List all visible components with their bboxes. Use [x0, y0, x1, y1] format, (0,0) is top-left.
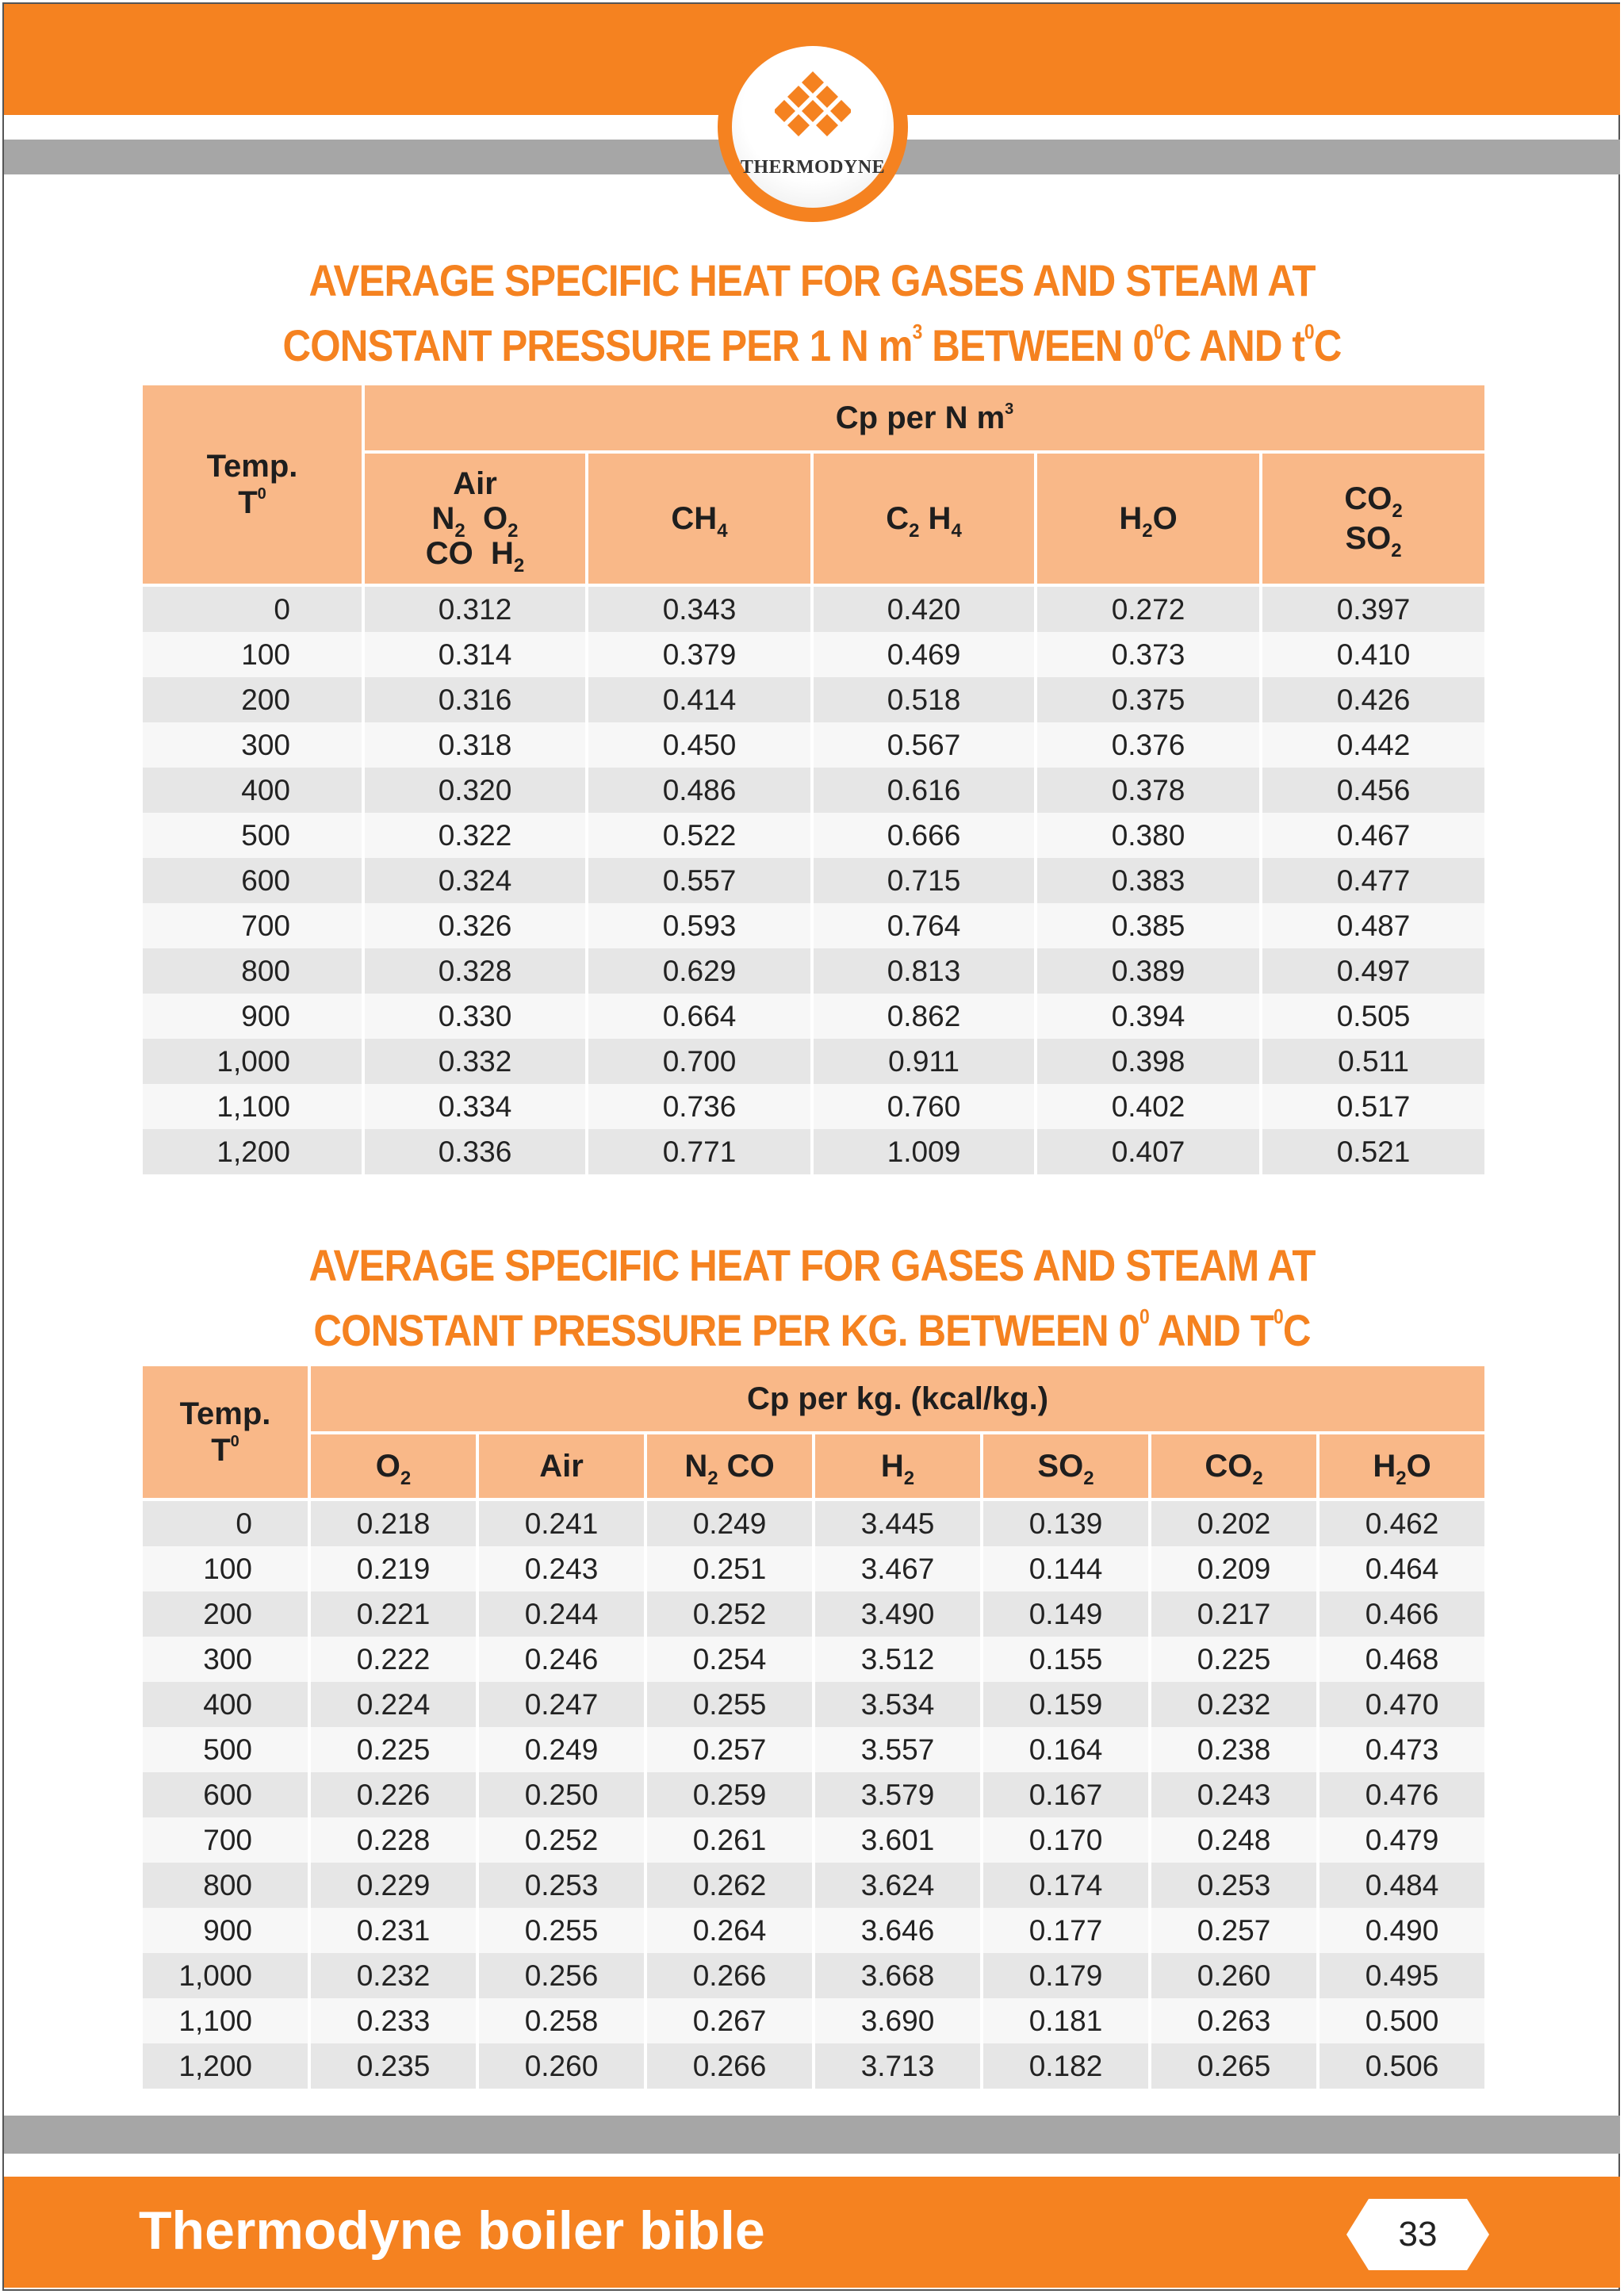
table-row	[141, 1637, 1486, 1682]
cp-group-header: Cp per N $m^3$	[363, 384, 1486, 452]
value-cell: 0.517	[1261, 1084, 1486, 1129]
temp-cell: 200	[141, 1591, 309, 1637]
temp-cell: 1,000	[141, 1953, 309, 1998]
value-cell: 0.666	[812, 813, 1036, 858]
value-cell: 0.862	[812, 994, 1036, 1039]
value-cell: 0.343	[587, 585, 812, 632]
col-so2: $SO_2$	[982, 1433, 1150, 1499]
table1-title	[98, 248, 1526, 378]
value-cell: 0.254	[645, 1637, 814, 1682]
value-cell: 0.511	[1261, 1039, 1486, 1084]
value-cell: 0.332	[363, 1039, 587, 1084]
value-cell: 0.442	[1261, 722, 1486, 768]
value-cell: 0.629	[587, 948, 812, 994]
value-cell: 0.266	[645, 2043, 814, 2089]
table-row	[141, 994, 1486, 1039]
value-cell: 0.398	[1036, 1039, 1261, 1084]
value-cell: 3.490	[814, 1591, 982, 1637]
value-cell: 0.312	[363, 585, 587, 632]
col-co2: $CO_2$	[1150, 1433, 1318, 1499]
value-cell: 0.477	[1261, 858, 1486, 903]
value-cell: 0.469	[812, 632, 1036, 677]
value-cell: 0.231	[309, 1908, 477, 1953]
value-cell: 0.241	[477, 1499, 645, 1546]
temp-cell: 400	[141, 1682, 309, 1727]
col-air-n2-o2-co-h2: Air $N_2$ $O_2$ CO $H_2$	[363, 452, 587, 585]
temp-cell: 1,100	[141, 1084, 363, 1129]
footer-title: Thermodyne boiler bible	[139, 2200, 765, 2261]
value-cell: 0.209	[1150, 1546, 1318, 1591]
value-cell: 0.521	[1261, 1129, 1486, 1174]
table-row	[141, 2043, 1486, 2089]
value-cell: 0.225	[1150, 1637, 1318, 1682]
diamond-logo-icon	[775, 68, 851, 147]
value-cell: 0.232	[1150, 1682, 1318, 1727]
value-cell: 0.320	[363, 768, 587, 813]
value-cell: 0.771	[587, 1129, 812, 1174]
value-cell: 0.249	[645, 1499, 814, 1546]
value-cell: 0.261	[645, 1817, 814, 1863]
value-cell: 0.456	[1261, 768, 1486, 813]
table2-title-line1: AVERAGE SPECIFIC HEAT FOR GASES AND STEAM AT	[308, 1240, 1316, 1290]
value-cell: 0.336	[363, 1129, 587, 1174]
value-cell: 0.518	[812, 677, 1036, 722]
temp-cell: 1,100	[141, 1998, 309, 2043]
value-cell: 0.736	[587, 1084, 812, 1129]
value-cell: 0.248	[1150, 1817, 1318, 1863]
value-cell: 0.385	[1036, 903, 1261, 948]
col-h2o: $H_2O$	[1036, 452, 1261, 585]
table-row	[141, 858, 1486, 903]
table-row	[141, 903, 1486, 948]
table-row	[141, 585, 1486, 632]
temp-cell: 100	[141, 1546, 309, 1591]
table2-body	[141, 1499, 1486, 2089]
table-row	[141, 1499, 1486, 1546]
value-cell: 0.379	[587, 632, 812, 677]
value-cell: 3.646	[814, 1908, 982, 1953]
temp-cell: 1,000	[141, 1039, 363, 1084]
value-cell: 0.260	[1150, 1953, 1318, 1998]
value-cell: 0.218	[309, 1499, 477, 1546]
value-cell: 0.243	[477, 1546, 645, 1591]
col-air: Air	[477, 1433, 645, 1499]
value-cell: 0.260	[477, 2043, 645, 2089]
value-cell: 0.664	[587, 994, 812, 1039]
value-cell: 3.713	[814, 2043, 982, 2089]
value-cell: 0.264	[645, 1908, 814, 1953]
value-cell: 0.505	[1261, 994, 1486, 1039]
value-cell: 0.272	[1036, 585, 1261, 632]
thermodyne-logo	[718, 32, 908, 222]
specific-heat-per-nm3-table	[140, 382, 1488, 1174]
value-cell: 0.616	[812, 768, 1036, 813]
value-cell: 0.495	[1318, 1953, 1486, 1998]
value-cell: 0.567	[812, 722, 1036, 768]
temp-cell: 200	[141, 677, 363, 722]
value-cell: 0.229	[309, 1863, 477, 1908]
value-cell: 0.476	[1318, 1772, 1486, 1817]
value-cell: 0.243	[1150, 1772, 1318, 1817]
value-cell: 0.222	[309, 1637, 477, 1682]
value-cell: 0.330	[363, 994, 587, 1039]
value-cell: 0.334	[363, 1084, 587, 1129]
value-cell: 3.445	[814, 1499, 982, 1546]
value-cell: 0.479	[1318, 1817, 1486, 1863]
value-cell: 0.383	[1036, 858, 1261, 903]
value-cell: 0.486	[587, 768, 812, 813]
value-cell: 0.149	[982, 1591, 1150, 1637]
value-cell: 0.328	[363, 948, 587, 994]
temp-cell: 900	[141, 1908, 309, 1953]
value-cell: 0.813	[812, 948, 1036, 994]
table2-title	[98, 1233, 1526, 1363]
value-cell: 0.246	[477, 1637, 645, 1682]
value-cell: 0.181	[982, 1998, 1150, 2043]
value-cell: 0.258	[477, 1998, 645, 2043]
table-row	[141, 948, 1486, 994]
value-cell: 0.378	[1036, 768, 1261, 813]
table-row	[141, 1129, 1486, 1174]
table-row	[141, 1084, 1486, 1129]
value-cell: 0.257	[645, 1727, 814, 1772]
temp-column-header: Temp. $T^0$	[141, 384, 363, 585]
col-o2: $O_2$	[309, 1433, 477, 1499]
temp-cell: 0	[141, 585, 363, 632]
value-cell: 0.497	[1261, 948, 1486, 994]
col-h2o: $H_2O$	[1318, 1433, 1486, 1499]
value-cell: 0.247	[477, 1682, 645, 1727]
value-cell: 0.226	[309, 1772, 477, 1817]
temp-cell: 300	[141, 1637, 309, 1682]
value-cell: 0.318	[363, 722, 587, 768]
value-cell: 3.690	[814, 1998, 982, 2043]
value-cell: 0.177	[982, 1908, 1150, 1953]
value-cell: 0.700	[587, 1039, 812, 1084]
value-cell: 0.414	[587, 677, 812, 722]
table1-title-line2: CONSTANT PRESSURE PER 1 N $m^3$ BETWEEN $0^0C$ AND $t^0C$	[282, 320, 1342, 370]
value-cell: 0.253	[1150, 1863, 1318, 1908]
temp-cell: 400	[141, 768, 363, 813]
value-cell: 0.250	[477, 1772, 645, 1817]
value-cell: 0.144	[982, 1546, 1150, 1591]
value-cell: 0.522	[587, 813, 812, 858]
table-row	[141, 1998, 1486, 2043]
table-row	[141, 1817, 1486, 1863]
logo-wordmark: THERMODYNE	[740, 157, 886, 178]
value-cell: 0.233	[309, 1998, 477, 2043]
value-cell: 0.462	[1318, 1499, 1486, 1546]
value-cell: 0.506	[1318, 2043, 1486, 2089]
value-cell: 0.238	[1150, 1727, 1318, 1772]
value-cell: 0.324	[363, 858, 587, 903]
value-cell: 0.500	[1318, 1998, 1486, 2043]
value-cell: 0.407	[1036, 1129, 1261, 1174]
temp-cell: 800	[141, 948, 363, 994]
table-row	[141, 768, 1486, 813]
value-cell: 0.375	[1036, 677, 1261, 722]
value-cell: 0.167	[982, 1772, 1150, 1817]
temp-column-header: Temp. $T^0$	[141, 1365, 309, 1499]
col-n2-co: $N_2$ CO	[645, 1433, 814, 1499]
temp-cell: 600	[141, 1772, 309, 1817]
value-cell: 0.164	[982, 1727, 1150, 1772]
temp-cell: 800	[141, 1863, 309, 1908]
value-cell: 1.009	[812, 1129, 1036, 1174]
value-cell: 0.159	[982, 1682, 1150, 1727]
value-cell: 0.397	[1261, 585, 1486, 632]
value-cell: 0.389	[1036, 948, 1261, 994]
table-row	[141, 632, 1486, 677]
value-cell: 3.512	[814, 1637, 982, 1682]
table-row	[141, 1727, 1486, 1772]
value-cell: 0.490	[1318, 1908, 1486, 1953]
value-cell: 0.266	[645, 1953, 814, 1998]
table-row	[141, 1546, 1486, 1591]
value-cell: 0.420	[812, 585, 1036, 632]
value-cell: 0.326	[363, 903, 587, 948]
value-cell: 0.911	[812, 1039, 1036, 1084]
value-cell: 0.470	[1318, 1682, 1486, 1727]
page-number: 33	[1398, 2215, 1438, 2254]
value-cell: 0.764	[812, 903, 1036, 948]
value-cell: 0.219	[309, 1546, 477, 1591]
value-cell: 0.235	[309, 2043, 477, 2089]
value-cell: 3.557	[814, 1727, 982, 1772]
value-cell: 0.464	[1318, 1546, 1486, 1591]
value-cell: 0.257	[1150, 1908, 1318, 1953]
value-cell: 0.267	[645, 1998, 814, 2043]
value-cell: 0.179	[982, 1953, 1150, 1998]
value-cell: 0.139	[982, 1499, 1150, 1546]
value-cell: 3.579	[814, 1772, 982, 1817]
value-cell: 0.202	[1150, 1499, 1318, 1546]
value-cell: 0.262	[645, 1863, 814, 1908]
value-cell: 0.256	[477, 1953, 645, 1998]
col-c2h4: $C_2$ $H_4$	[812, 452, 1036, 585]
value-cell: 0.255	[477, 1908, 645, 1953]
value-cell: 0.450	[587, 722, 812, 768]
value-cell: 0.410	[1261, 632, 1486, 677]
value-cell: 0.380	[1036, 813, 1261, 858]
table-row	[141, 813, 1486, 858]
col-h2: $H_2$	[814, 1433, 982, 1499]
value-cell: 0.593	[587, 903, 812, 948]
value-cell: 0.376	[1036, 722, 1261, 768]
table-row	[141, 677, 1486, 722]
value-cell: 0.259	[645, 1772, 814, 1817]
table1-body	[141, 585, 1486, 1174]
value-cell: 3.467	[814, 1546, 982, 1591]
temp-cell: 900	[141, 994, 363, 1039]
value-cell: 0.394	[1036, 994, 1261, 1039]
value-cell: 0.715	[812, 858, 1036, 903]
table-row	[141, 1953, 1486, 1998]
table-row	[141, 1591, 1486, 1637]
temp-cell: 500	[141, 813, 363, 858]
value-cell: 0.232	[309, 1953, 477, 1998]
table2-title-line2: CONSTANT PRESSURE PER KG. BETWEEN $0^0$ AND $T^0C$	[313, 1304, 1311, 1355]
table1-title-line1: AVERAGE SPECIFIC HEAT FOR GASES AND STEAM AT	[308, 255, 1316, 305]
value-cell: 0.557	[587, 858, 812, 903]
temp-cell: 1,200	[141, 2043, 309, 2089]
value-cell: 0.487	[1261, 903, 1486, 948]
temp-cell: 700	[141, 1817, 309, 1863]
value-cell: 0.244	[477, 1591, 645, 1637]
temp-cell: 700	[141, 903, 363, 948]
value-cell: 0.174	[982, 1863, 1150, 1908]
table-row	[141, 1682, 1486, 1727]
table-row	[141, 1908, 1486, 1953]
table-row	[141, 1772, 1486, 1817]
value-cell: 0.249	[477, 1727, 645, 1772]
value-cell: 0.467	[1261, 813, 1486, 858]
value-cell: 3.668	[814, 1953, 982, 1998]
specific-heat-per-kg-table	[140, 1363, 1488, 2089]
value-cell: 0.314	[363, 632, 587, 677]
value-cell: 0.182	[982, 2043, 1150, 2089]
value-cell: 0.316	[363, 677, 587, 722]
value-cell: 0.170	[982, 1817, 1150, 1863]
value-cell: 0.263	[1150, 1998, 1318, 2043]
value-cell: 0.265	[1150, 2043, 1318, 2089]
temp-cell: 100	[141, 632, 363, 677]
value-cell: 0.373	[1036, 632, 1261, 677]
value-cell: 0.426	[1261, 677, 1486, 722]
value-cell: 0.253	[477, 1863, 645, 1908]
temp-cell: 500	[141, 1727, 309, 1772]
col-co2-so2: $CO_2$ $SO_2$	[1261, 452, 1486, 585]
cp-group-header: Cp per kg. (kcal/kg.)	[309, 1365, 1486, 1433]
value-cell: 3.534	[814, 1682, 982, 1727]
value-cell: 0.468	[1318, 1637, 1486, 1682]
value-cell: 0.255	[645, 1682, 814, 1727]
value-cell: 0.252	[645, 1591, 814, 1637]
value-cell: 0.221	[309, 1591, 477, 1637]
col-ch4: $CH_4$	[587, 452, 812, 585]
footer-gray-band	[4, 2116, 1620, 2154]
value-cell: 0.466	[1318, 1591, 1486, 1637]
table-row	[141, 722, 1486, 768]
value-cell: 0.402	[1036, 1084, 1261, 1129]
temp-cell: 1,200	[141, 1129, 363, 1174]
value-cell: 0.484	[1318, 1863, 1486, 1908]
value-cell: 0.251	[645, 1546, 814, 1591]
value-cell: 0.217	[1150, 1591, 1318, 1637]
value-cell: 0.224	[309, 1682, 477, 1727]
value-cell: 3.624	[814, 1863, 982, 1908]
value-cell: 0.228	[309, 1817, 477, 1863]
table-row	[141, 1039, 1486, 1084]
value-cell: 3.601	[814, 1817, 982, 1863]
value-cell: 0.760	[812, 1084, 1036, 1129]
value-cell: 0.252	[477, 1817, 645, 1863]
value-cell: 0.225	[309, 1727, 477, 1772]
temp-cell: 300	[141, 722, 363, 768]
value-cell: 0.155	[982, 1637, 1150, 1682]
value-cell: 0.473	[1318, 1727, 1486, 1772]
temp-cell: 600	[141, 858, 363, 903]
temp-cell: 0	[141, 1499, 309, 1546]
table-row	[141, 1863, 1486, 1908]
value-cell: 0.322	[363, 813, 587, 858]
